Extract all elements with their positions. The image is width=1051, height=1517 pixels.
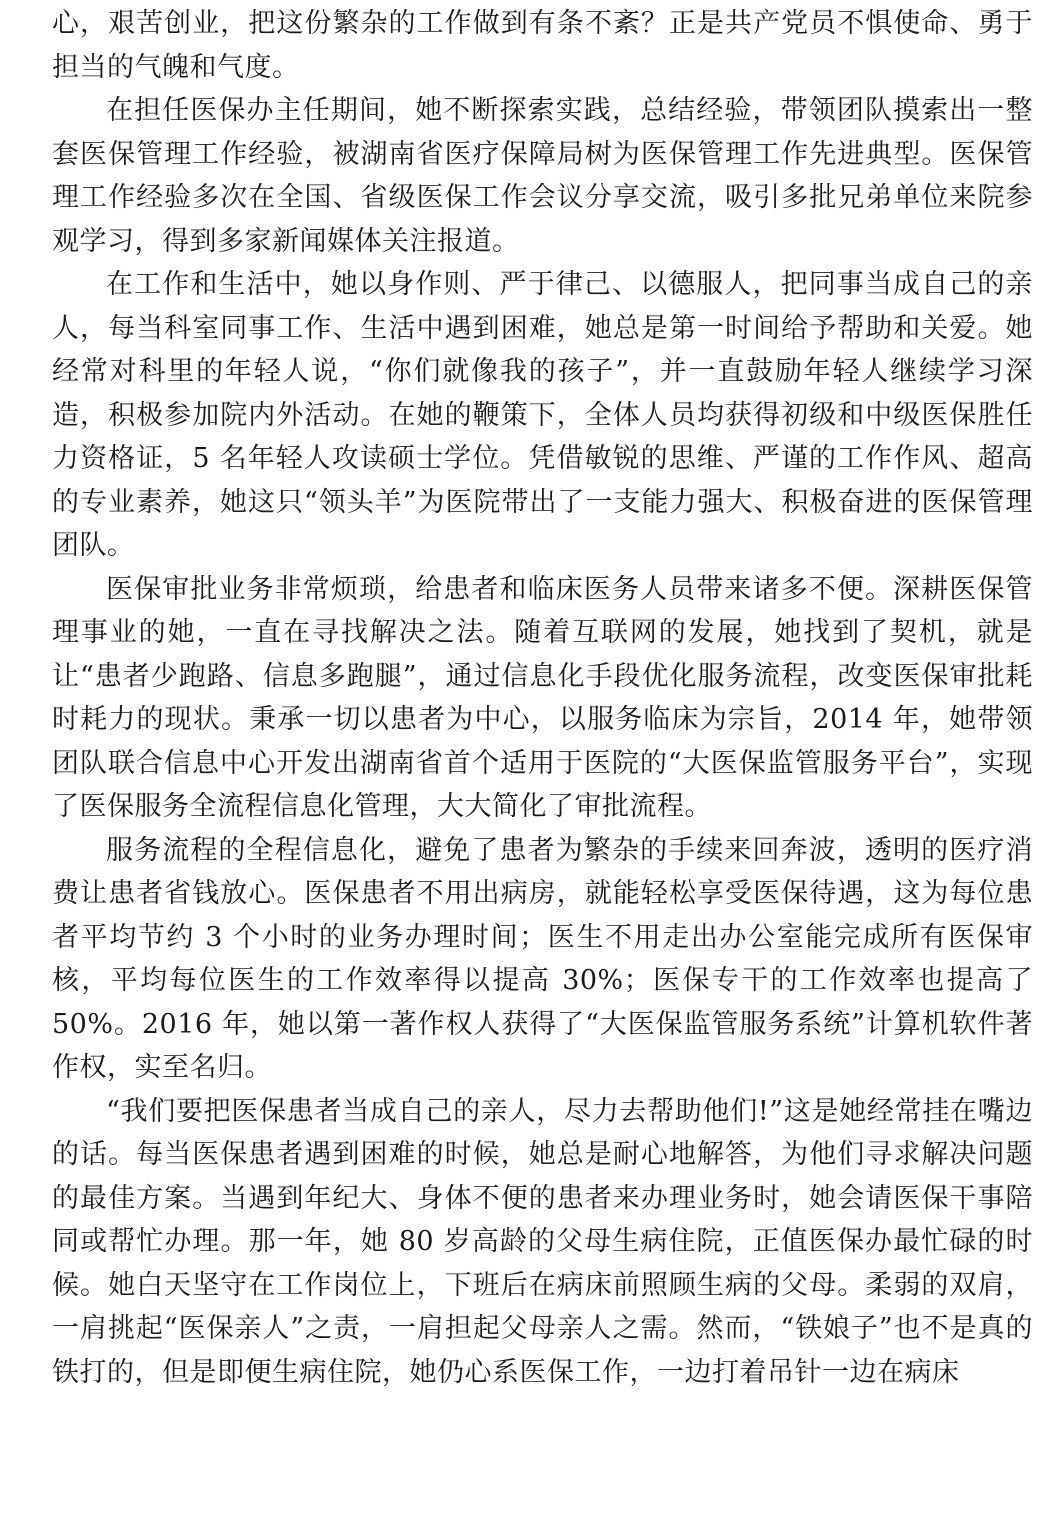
paragraph-colleagues: 在工作和生活中，她以身作则、严于律己、以德服人，把同事当成自己的亲人，每当科室同事工作、生活中遇到困难，她总是第一时间给予帮助和关爱。她经常对科里的年轻人说，“你们就像我的孩子”，并一直鼓励年轻人继续学习深造，积极参加院内外活动。在她的鞭策下，全体人员均获得初级和中级医保胜任力资格证，5 名年轻人攻读硕士学位。凭借敏锐的思维、严谨的工作作风、超高的专业素养，她这只“领头羊”为医院带出了一支能力强大、积极奋进的医保管理团队。 — [52, 269, 1033, 561]
paragraph-continued: 心，艰苦创业，把这份繁杂的工作做到有条不紊？正是共产党员不惧使命、勇于担当的气魄和气度。 — [52, 8, 1033, 83]
paragraph-digital-platform: 医保审批业务非常烦琐，给患者和临床医务人员带来诸多不便。深耕医保管理事业的她，一直在寻找解决之法。随着互联网的发展，她找到了契机，就是让“患者少跑路、信息多跑腿”，通过信息化手段优化服务流程，改变医保审批耗时耗力的现状。秉承一切以患者为中心，以服务临床为宗旨，2014 年，她带领团队联合信息中心开发出湖南省首个适用于医院的“大医保监管服务平台”，实现了医保服务全流程信息化管理，大大简化了审批流程。 — [52, 573, 1033, 822]
paragraph-team-experience: 在担任医保办主任期间，她不断探索实践，总结经验，带领团队摸索出一整套医保管理工作经验，被湖南省医疗保障局树为医保管理工作先进典型。医保管理工作经验多次在全国、省级医保工作会议分享交流，吸引多批兄弟单位来院参观学习，得到多家新闻媒体关注报道。 — [52, 95, 1033, 257]
paragraph-efficiency: 服务流程的全程信息化，避免了患者为繁杂的手续来回奔波，透明的医疗消费让患者省钱放心。医保患者不用出病房，就能轻松享受医保待遇，这为每位患者平均节约 3 个小时的业务办理时间；医生不用走出办公室能完成所有医保审核，平均每位医生的工作效率得以提高 30%；医保专干的工作效率也提高了 50%。2016 年，她以第一著作权人获得了“大医保监管服务系统”计算机软件著作权，实至名归。 — [52, 834, 1033, 1083]
paragraph-patients-family: “我们要把医保患者当成自己的亲人，尽力去帮助他们!”这是她经常挂在嘴边的话。每当医保患者遇到困难的时候，她总是耐心地解答，为他们寻求解决问题的最佳方案。当遇到年纪大、身体不便的患者来办理业务时，她会请医保干事陪同或帮忙办理。那一年，她 80 岁高龄的父母生病住院，正值医保办最忙碌的时候。她白天坚守在工作岗位上，下班后在病床前照顾生病的父母。柔弱的双肩，一肩挑起“医保亲人”之责，一肩担起父母亲人之需。然而，“铁娘子”也不是真的铁打的，但是即便生病住院，她仍心系医保工作，一边打着吊针一边在病床 — [52, 1095, 1033, 1388]
